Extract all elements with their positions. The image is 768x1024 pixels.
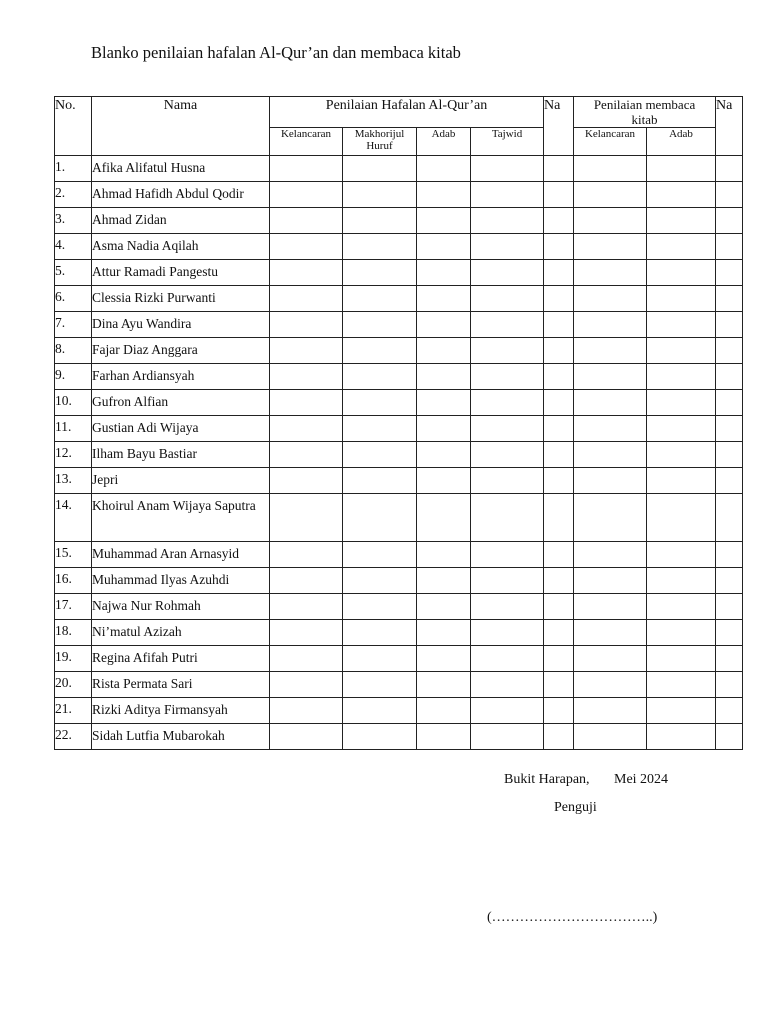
score-quran-makhorijul-cell: [343, 442, 417, 468]
score-kitab-adab-cell: [647, 234, 716, 260]
score-na-kitab-cell: [716, 468, 743, 494]
student-name: Dina Ayu Wandira: [92, 312, 270, 338]
score-kitab-kelancaran-cell: [574, 698, 647, 724]
score-quran-kelancaran-cell: [270, 468, 343, 494]
score-quran-tajwid-cell: [471, 672, 544, 698]
score-quran-adab-cell: [417, 312, 471, 338]
score-quran-kelancaran-cell: [270, 494, 343, 542]
row-number: 2.: [55, 182, 92, 208]
table-row: [55, 182, 743, 208]
score-kitab-kelancaran-cell: [574, 468, 647, 494]
score-quran-kelancaran-cell: [270, 542, 343, 568]
score-quran-adab-cell: [417, 416, 471, 442]
score-kitab-kelancaran-cell: [574, 312, 647, 338]
score-na-quran-cell: [544, 698, 574, 724]
header-quran-makhorijul: [343, 128, 417, 156]
score-kitab-kelancaran-cell: [574, 156, 647, 182]
score-quran-adab-cell: [417, 364, 471, 390]
table-row: [55, 286, 743, 312]
score-quran-tajwid-cell: [471, 698, 544, 724]
score-kitab-adab-cell: [647, 542, 716, 568]
score-quran-adab-cell: [417, 542, 471, 568]
table-row: [55, 234, 743, 260]
table-row: [55, 646, 743, 672]
score-quran-makhorijul-cell: [343, 182, 417, 208]
score-kitab-adab-cell: [647, 364, 716, 390]
score-na-kitab-cell: [716, 286, 743, 312]
score-quran-adab-cell: [417, 724, 471, 750]
score-quran-adab-cell: [417, 672, 471, 698]
table-row: [55, 208, 743, 234]
score-quran-adab-cell: [417, 468, 471, 494]
score-quran-makhorijul-cell: [343, 724, 417, 750]
table-row: [55, 568, 743, 594]
score-quran-makhorijul-cell: [343, 260, 417, 286]
score-na-quran-cell: [544, 260, 574, 286]
score-na-quran-cell: [544, 542, 574, 568]
score-quran-makhorijul-cell: [343, 338, 417, 364]
score-kitab-kelancaran-cell: [574, 442, 647, 468]
score-quran-makhorijul-cell: [343, 156, 417, 182]
score-quran-adab-cell: [417, 260, 471, 286]
score-na-kitab-cell: [716, 208, 743, 234]
student-name: Sidah Lutfia Mubarokah: [92, 724, 270, 750]
score-quran-makhorijul-cell: [343, 494, 417, 542]
score-quran-kelancaran-cell: [270, 260, 343, 286]
score-kitab-kelancaran-cell: [574, 672, 647, 698]
score-quran-tajwid-cell: [471, 568, 544, 594]
score-na-quran-cell: [544, 364, 574, 390]
score-na-kitab-cell: [716, 542, 743, 568]
score-kitab-kelancaran-cell: [574, 260, 647, 286]
score-kitab-kelancaran-cell: [574, 286, 647, 312]
score-quran-kelancaran-cell: [270, 724, 343, 750]
score-quran-tajwid-cell: [471, 646, 544, 672]
score-na-quran-cell: [544, 568, 574, 594]
score-quran-tajwid-cell: [471, 542, 544, 568]
table-row: [55, 494, 743, 542]
score-kitab-adab-cell: [647, 620, 716, 646]
score-quran-makhorijul-cell: [343, 312, 417, 338]
score-na-kitab-cell: [716, 364, 743, 390]
score-quran-kelancaran-cell: [270, 156, 343, 182]
score-quran-makhorijul-cell: [343, 568, 417, 594]
score-quran-kelancaran-cell: [270, 416, 343, 442]
student-name: Clessia Rizki Purwanti: [92, 286, 270, 312]
score-quran-tajwid-cell: [471, 260, 544, 286]
score-quran-tajwid-cell: [471, 286, 544, 312]
table-row: [55, 594, 743, 620]
score-quran-adab-cell: [417, 494, 471, 542]
header-kitab-adab: Adab: [647, 128, 716, 156]
document-title: Blanko penilaian hafalan Al-Qur’an dan membaca kitab: [91, 43, 461, 62]
score-kitab-kelancaran-cell: [574, 594, 647, 620]
student-name: Attur Ramadi Pangestu: [92, 260, 270, 286]
score-kitab-adab-cell: [647, 724, 716, 750]
table-row: [55, 672, 743, 698]
score-na-quran-cell: [544, 594, 574, 620]
student-name: Jepri: [92, 468, 270, 494]
score-quran-tajwid-cell: [471, 390, 544, 416]
score-na-kitab-cell: [716, 620, 743, 646]
score-kitab-kelancaran-cell: [574, 542, 647, 568]
row-number: 5.: [55, 260, 92, 286]
header-kitab-kelancaran: Kelancaran: [574, 128, 647, 156]
score-kitab-adab-cell: [647, 260, 716, 286]
score-kitab-adab-cell: [647, 594, 716, 620]
score-quran-kelancaran-cell: [270, 568, 343, 594]
score-quran-tajwid-cell: [471, 594, 544, 620]
row-number: 20.: [55, 672, 92, 698]
student-name: Najwa Nur Rohmah: [92, 594, 270, 620]
row-number: 13.: [55, 468, 92, 494]
score-na-quran-cell: [544, 312, 574, 338]
header-kitab-line2: kitab: [631, 112, 658, 127]
score-quran-kelancaran-cell: [270, 234, 343, 260]
score-na-quran-cell: [544, 646, 574, 672]
student-name: Afika Alifatul Husna: [92, 156, 270, 182]
score-quran-kelancaran-cell: [270, 442, 343, 468]
score-na-kitab-cell: [716, 156, 743, 182]
score-na-kitab-cell: [716, 416, 743, 442]
score-kitab-kelancaran-cell: [574, 646, 647, 672]
score-quran-adab-cell: [417, 156, 471, 182]
score-na-kitab-cell: [716, 182, 743, 208]
score-na-quran-cell: [544, 468, 574, 494]
signature-date: Mei 2024: [614, 772, 669, 787]
header-kitab-group: [574, 97, 716, 128]
score-quran-adab-cell: [417, 286, 471, 312]
score-na-kitab-cell: [716, 312, 743, 338]
examiner-label: Penguji: [554, 800, 597, 815]
row-number: 6.: [55, 286, 92, 312]
score-quran-makhorijul-cell: [343, 468, 417, 494]
score-quran-tajwid-cell: [471, 338, 544, 364]
student-name: Farhan Ardiansyah: [92, 364, 270, 390]
score-quran-makhorijul-cell: [343, 234, 417, 260]
score-na-kitab-cell: [716, 646, 743, 672]
score-quran-tajwid-cell: [471, 364, 544, 390]
score-na-quran-cell: [544, 208, 574, 234]
score-kitab-adab-cell: [647, 672, 716, 698]
score-na-kitab-cell: [716, 568, 743, 594]
score-quran-tajwid-cell: [471, 620, 544, 646]
score-quran-adab-cell: [417, 234, 471, 260]
row-number: 18.: [55, 620, 92, 646]
score-kitab-adab-cell: [647, 286, 716, 312]
score-quran-kelancaran-cell: [270, 390, 343, 416]
signature-line: (……………………………..): [487, 910, 658, 925]
score-na-kitab-cell: [716, 724, 743, 750]
score-kitab-kelancaran-cell: [574, 234, 647, 260]
score-kitab-adab-cell: [647, 338, 716, 364]
table-row: [55, 312, 743, 338]
table-row: [55, 416, 743, 442]
score-kitab-adab-cell: [647, 568, 716, 594]
row-number: 12.: [55, 442, 92, 468]
student-name: Asma Nadia Aqilah: [92, 234, 270, 260]
assessment-table: [54, 96, 743, 750]
student-name: Rizki Aditya Firmansyah: [92, 698, 270, 724]
score-quran-adab-cell: [417, 646, 471, 672]
student-name: Regina Afifah Putri: [92, 646, 270, 672]
table-row: [55, 542, 743, 568]
table-row: [55, 442, 743, 468]
student-name: Ahmad Zidan: [92, 208, 270, 234]
score-quran-makhorijul-cell: [343, 390, 417, 416]
score-na-kitab-cell: [716, 260, 743, 286]
row-number: 17.: [55, 594, 92, 620]
score-quran-makhorijul-cell: [343, 594, 417, 620]
score-na-quran-cell: [544, 338, 574, 364]
score-na-kitab-cell: [716, 494, 743, 542]
row-number: 16.: [55, 568, 92, 594]
row-number: 9.: [55, 364, 92, 390]
score-na-quran-cell: [544, 416, 574, 442]
row-number: 10.: [55, 390, 92, 416]
student-rows: [55, 156, 743, 750]
score-kitab-adab-cell: [647, 442, 716, 468]
student-name: Ilham Bayu Bastiar: [92, 442, 270, 468]
table-row: [55, 156, 743, 182]
header-na-kitab: Na: [716, 97, 743, 156]
header-makhorijul-line1: Makhorijul: [354, 128, 405, 140]
row-number: 15.: [55, 542, 92, 568]
student-name: Khoirul Anam Wijaya Saputra: [92, 494, 270, 542]
score-kitab-kelancaran-cell: [574, 568, 647, 594]
score-quran-tajwid-cell: [471, 156, 544, 182]
header-kitab-line1: Penilaian membaca: [593, 97, 696, 112]
score-quran-adab-cell: [417, 568, 471, 594]
score-quran-tajwid-cell: [471, 208, 544, 234]
student-name: Ahmad Hafidh Abdul Qodir: [92, 182, 270, 208]
score-quran-adab-cell: [417, 594, 471, 620]
score-quran-makhorijul-cell: [343, 646, 417, 672]
row-number: 21.: [55, 698, 92, 724]
score-quran-makhorijul-cell: [343, 364, 417, 390]
score-na-quran-cell: [544, 156, 574, 182]
student-name: Gufron Alfian: [92, 390, 270, 416]
score-quran-tajwid-cell: [471, 312, 544, 338]
score-kitab-adab-cell: [647, 646, 716, 672]
score-quran-adab-cell: [417, 390, 471, 416]
score-kitab-kelancaran-cell: [574, 208, 647, 234]
score-na-quran-cell: [544, 672, 574, 698]
score-na-kitab-cell: [716, 698, 743, 724]
score-kitab-adab-cell: [647, 182, 716, 208]
score-na-quran-cell: [544, 494, 574, 542]
score-na-kitab-cell: [716, 594, 743, 620]
score-quran-kelancaran-cell: [270, 698, 343, 724]
score-kitab-adab-cell: [647, 416, 716, 442]
score-kitab-kelancaran-cell: [574, 390, 647, 416]
score-quran-tajwid-cell: [471, 724, 544, 750]
table-row: [55, 620, 743, 646]
table-row: [55, 724, 743, 750]
row-number: 3.: [55, 208, 92, 234]
score-na-quran-cell: [544, 234, 574, 260]
score-kitab-adab-cell: [647, 208, 716, 234]
score-quran-kelancaran-cell: [270, 286, 343, 312]
table-row: [55, 698, 743, 724]
score-quran-adab-cell: [417, 698, 471, 724]
score-kitab-kelancaran-cell: [574, 416, 647, 442]
row-number: 7.: [55, 312, 92, 338]
table-row: [55, 468, 743, 494]
score-quran-kelancaran-cell: [270, 594, 343, 620]
score-na-quran-cell: [544, 620, 574, 646]
row-number: 19.: [55, 646, 92, 672]
student-name: Fajar Diaz Anggara: [92, 338, 270, 364]
score-kitab-kelancaran-cell: [574, 620, 647, 646]
score-quran-kelancaran-cell: [270, 364, 343, 390]
score-quran-makhorijul-cell: [343, 672, 417, 698]
header-quran-kelancaran: Kelancaran: [270, 128, 343, 156]
score-kitab-adab-cell: [647, 156, 716, 182]
student-name: Rista Permata Sari: [92, 672, 270, 698]
score-quran-kelancaran-cell: [270, 672, 343, 698]
score-quran-makhorijul-cell: [343, 208, 417, 234]
row-number: 22.: [55, 724, 92, 750]
score-kitab-kelancaran-cell: [574, 494, 647, 542]
header-na-quran: Na: [544, 97, 574, 156]
score-quran-kelancaran-cell: [270, 312, 343, 338]
score-na-kitab-cell: [716, 338, 743, 364]
score-na-quran-cell: [544, 286, 574, 312]
score-quran-makhorijul-cell: [343, 542, 417, 568]
header-quran-group: Penilaian Hafalan Al-Qur’an: [270, 97, 544, 128]
score-na-quran-cell: [544, 390, 574, 416]
score-kitab-kelancaran-cell: [574, 338, 647, 364]
row-number: 1.: [55, 156, 92, 182]
score-quran-makhorijul-cell: [343, 416, 417, 442]
row-number: 14.: [55, 494, 92, 542]
signature-place: Bukit Harapan,: [504, 772, 590, 787]
score-kitab-kelancaran-cell: [574, 182, 647, 208]
score-kitab-kelancaran-cell: [574, 724, 647, 750]
score-na-kitab-cell: [716, 390, 743, 416]
score-kitab-adab-cell: [647, 494, 716, 542]
score-quran-kelancaran-cell: [270, 338, 343, 364]
student-name: Muhammad Ilyas Azuhdi: [92, 568, 270, 594]
score-quran-tajwid-cell: [471, 494, 544, 542]
table-row: [55, 260, 743, 286]
student-name: Gustian Adi Wijaya: [92, 416, 270, 442]
header-makhorijul-line2: Huruf: [366, 140, 393, 152]
header-quran-tajwid: Tajwid: [471, 128, 544, 156]
score-na-quran-cell: [544, 182, 574, 208]
score-kitab-adab-cell: [647, 390, 716, 416]
score-quran-adab-cell: [417, 620, 471, 646]
score-quran-tajwid-cell: [471, 442, 544, 468]
score-quran-makhorijul-cell: [343, 698, 417, 724]
score-kitab-kelancaran-cell: [574, 364, 647, 390]
score-quran-kelancaran-cell: [270, 182, 343, 208]
row-number: 4.: [55, 234, 92, 260]
score-na-quran-cell: [544, 442, 574, 468]
header-quran-adab: Adab: [417, 128, 471, 156]
score-quran-tajwid-cell: [471, 182, 544, 208]
score-na-quran-cell: [544, 724, 574, 750]
score-quran-adab-cell: [417, 182, 471, 208]
score-kitab-adab-cell: [647, 312, 716, 338]
header-nama: Nama: [92, 97, 270, 156]
score-quran-makhorijul-cell: [343, 620, 417, 646]
header-no: No.: [55, 97, 92, 156]
score-quran-tajwid-cell: [471, 234, 544, 260]
student-name: Ni’matul Azizah: [92, 620, 270, 646]
score-quran-kelancaran-cell: [270, 208, 343, 234]
score-na-kitab-cell: [716, 442, 743, 468]
table-row: [55, 364, 743, 390]
score-quran-tajwid-cell: [471, 468, 544, 494]
row-number: 8.: [55, 338, 92, 364]
score-quran-adab-cell: [417, 208, 471, 234]
score-na-kitab-cell: [716, 672, 743, 698]
table-row: [55, 338, 743, 364]
score-quran-adab-cell: [417, 338, 471, 364]
score-quran-kelancaran-cell: [270, 646, 343, 672]
table-row: [55, 390, 743, 416]
row-number: 11.: [55, 416, 92, 442]
score-kitab-adab-cell: [647, 468, 716, 494]
score-quran-makhorijul-cell: [343, 286, 417, 312]
score-kitab-adab-cell: [647, 698, 716, 724]
score-quran-tajwid-cell: [471, 416, 544, 442]
student-name: Muhammad Aran Arnasyid: [92, 542, 270, 568]
score-na-kitab-cell: [716, 234, 743, 260]
score-quran-adab-cell: [417, 442, 471, 468]
score-quran-kelancaran-cell: [270, 620, 343, 646]
